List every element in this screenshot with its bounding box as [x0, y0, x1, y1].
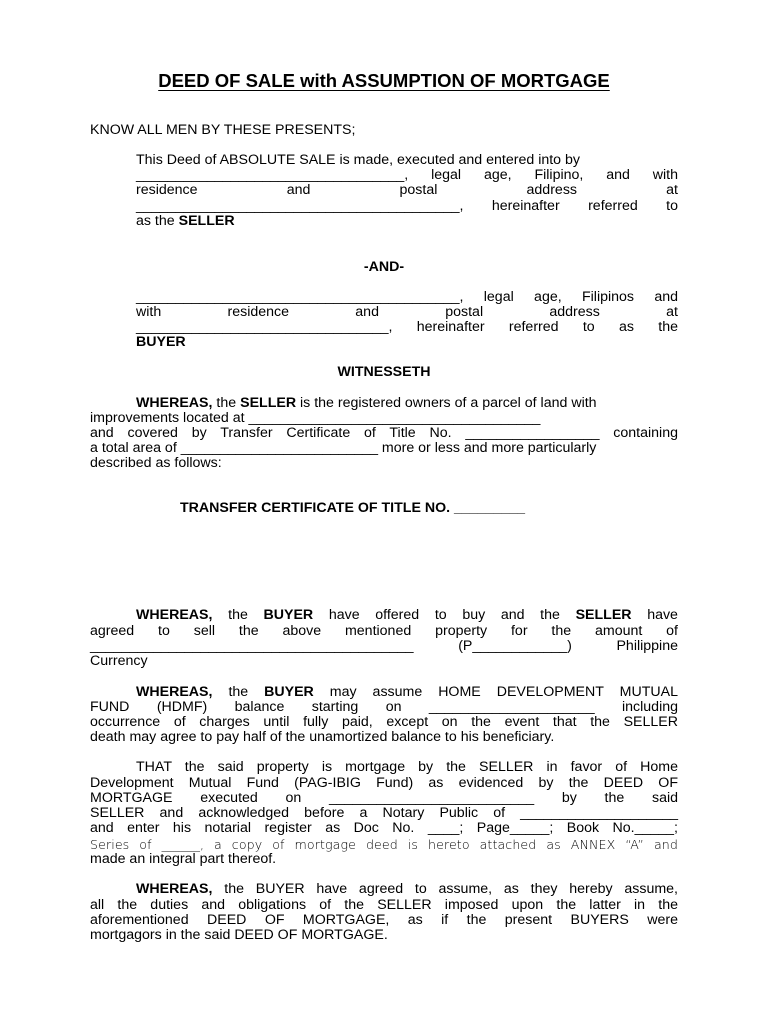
seller-line-2: __________________________________, legal age, Filipino, and with [136, 167, 678, 183]
whereas-3-line-3: occurrence of charges until fully paid, except on the event that the SELLER [90, 714, 678, 730]
whereas-1-line-5: described as follows: [90, 455, 222, 471]
seller-line-4: _________________________________________, hereinafter referred to [136, 198, 678, 214]
whereas-2-line-2: agreed to sell the above mentioned property for the amount of [90, 623, 678, 639]
intro-line: KNOW ALL MEN BY THESE PRESENTS; [90, 122, 356, 138]
whereas-4-line-2: all the duties and obligations of the SELLER imposed upon the latter in the [90, 897, 678, 913]
witnesseth-heading: WITNESSETH [337, 364, 431, 380]
whereas-1-line-4: a total area of _________________________ more or less and more particularly [90, 440, 597, 456]
whereas-3-line-2: FUND (HDMF) balance starting on _____________________ including [90, 699, 678, 715]
seller-line-1: This Deed of ABSOLUTE SALE is made, executed and entered into by [136, 152, 581, 168]
whereas-2-line-4: Currency [90, 653, 148, 669]
whereas-1-line-3: and covered by Transfer Certificate of Title No. _________________ containing [90, 425, 678, 441]
tct-heading: TRANSFER CERTIFICATE OF TITLE NO. _________ [180, 500, 526, 516]
and-separator: -AND- [363, 259, 405, 275]
whereas-3-line-4: death may agree to pay half of the unamortized balance to his beneficiary. [90, 729, 555, 745]
mortgage-line-6: Series of ______, a copy of mortgage deed is hereto attached as ANNEX “A” and [90, 837, 678, 852]
seller-label: SELLER [178, 213, 235, 229]
whereas-4-line-1: WHEREAS, the BUYER have agreed to assume, as they hereby assume, [136, 881, 678, 897]
document-title: DEED OF SALE with ASSUMPTION OF MORTGAGE [158, 70, 610, 91]
buyer-line-3: ________________________________, hereinafter referred to as the [136, 319, 678, 335]
buyer-line-1: _________________________________________, legal age, Filipinos and [136, 289, 678, 305]
seller-line-5: as the SELLER [136, 213, 235, 229]
mortgage-line-7: made an integral part thereof. [90, 851, 277, 867]
buyer-line-2: with residence and postal address at [136, 304, 678, 320]
whereas-3-line-1: WHEREAS, the BUYER may assume HOME DEVELOPMENT MUTUAL [136, 684, 678, 700]
whereas-2-line-1: WHEREAS, the BUYER have offered to buy and the SELLER have [136, 607, 678, 623]
mortgage-line-3: MORTGAGE executed on __________________________ by the said [90, 790, 678, 806]
seller-line-3: residence and postal address at [136, 182, 679, 198]
whereas-4-line-4: mortgagors in the said DEED OF MORTGAGE. [90, 927, 388, 943]
buyer-label: BUYER [136, 334, 186, 350]
whereas-1-line-2: improvements located at _____________________________________ [90, 410, 541, 426]
mortgage-line-5: and enter his notarial register as Doc No. ____; Page_____; Book No._____; [90, 820, 678, 836]
whereas-4-line-3: aforementioned DEED OF MORTGAGE, as if the present BUYERS were [90, 912, 678, 928]
whereas-2-line-3: _________________________________________ (P____________) Philippine [90, 638, 678, 654]
mortgage-line-2: Development Mutual Fund (PAG-IBIG Fund) as evidenced by the DEED OF [90, 775, 678, 791]
mortgage-line-1: THAT the said property is mortgage by the SELLER in favor of Home [136, 759, 678, 775]
mortgage-line-4: SELLER and acknowledged before a Notary Public of ____________________ [90, 805, 678, 821]
whereas-1-line-1: WHEREAS, the SELLER is the registered owners of a parcel of land with [136, 395, 597, 411]
